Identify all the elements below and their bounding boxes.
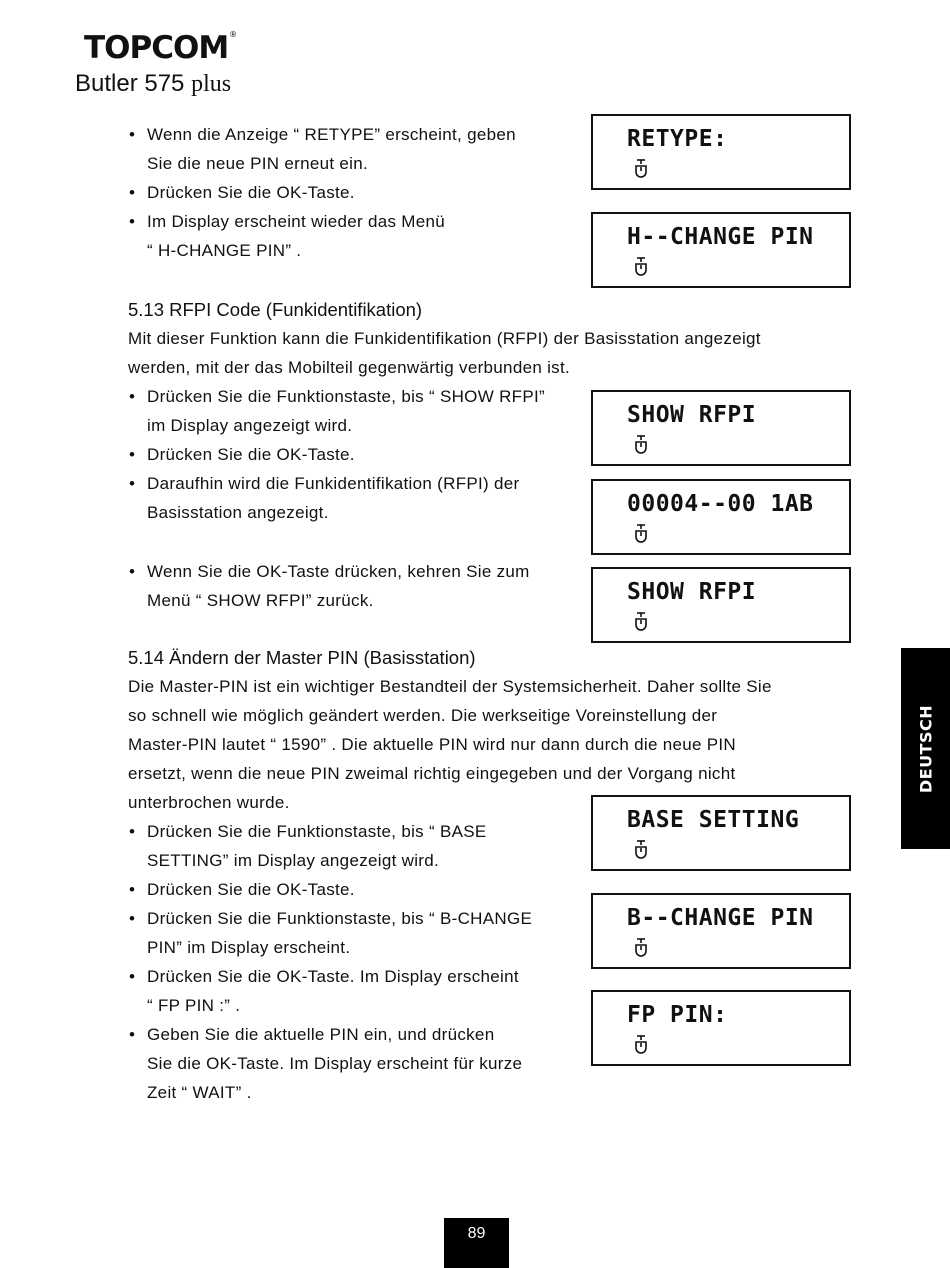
language-tab-label: DEUTSCH <box>916 704 935 793</box>
lcd-text: FP PIN: <box>627 1002 728 1028</box>
body-line: Drücken Sie die Funktionstaste, bis “ BASE <box>147 822 487 841</box>
lcd-display-retype <box>591 114 851 190</box>
bullet: • <box>129 445 135 464</box>
body-line: Drücken Sie die Funktionstaste, bis “ B-CHANGE <box>147 909 533 928</box>
body-line: Sie die OK-Taste. Im Display erscheint für kurze <box>147 1054 523 1073</box>
bullet: • <box>129 1025 135 1044</box>
bullet: • <box>129 183 135 202</box>
bullet: • <box>129 387 135 406</box>
body-line: im Display angezeigt wird. <box>147 416 353 435</box>
body-line: Im Display erscheint wieder das Menü <box>147 212 446 231</box>
section-heading-5-13: 5.13 RFPI Code (Funkidentifikation) <box>128 299 423 320</box>
body-line: Geben Sie die aktuelle PIN ein, und drücken <box>147 1025 495 1044</box>
body-line: Drücken Sie die Funktionstaste, bis “ SHOW RFPI” <box>147 387 545 406</box>
body-line: ersetzt, wenn die neue PIN zweimal richtig eingegeben und der Vorgang nicht <box>128 764 736 783</box>
lcd-display-h-change-pin <box>591 212 851 288</box>
model-title <box>75 70 231 98</box>
bullet: • <box>129 909 135 928</box>
handset-icon <box>633 523 649 543</box>
body-line: so schnell wie möglich geändert werden. Die werkseitige Voreinstellung der <box>128 706 718 725</box>
body-line: Die Master-PIN ist ein wichtiger Bestandteil der Systemsicherheit. Daher sollte Sie <box>128 677 772 696</box>
lcd-display-b-change-pin <box>591 893 851 969</box>
section-heading-5-14: 5.14 Ändern der Master PIN (Basisstation) <box>128 647 476 668</box>
model-suffix: plus <box>191 71 232 97</box>
registered-mark: ® <box>229 30 237 39</box>
handset-icon <box>633 937 649 957</box>
topcom-logo <box>84 30 236 66</box>
lcd-text: H--CHANGE PIN <box>627 224 814 250</box>
body-line: Master-PIN lautet “ 1590” . Die aktuelle PIN wird nur dann durch die neue PIN <box>128 735 736 754</box>
body-line: werden, mit der das Mobilteil gegenwärtig verbunden ist. <box>128 358 571 377</box>
lcd-text: SHOW RFPI <box>627 579 757 605</box>
body-line: Sie die neue PIN erneut ein. <box>147 154 369 173</box>
handset-icon <box>633 839 649 859</box>
handset-icon <box>633 256 649 276</box>
brand-name: TOPCOM <box>84 30 229 66</box>
body-line: Drücken Sie die OK-Taste. <box>147 880 355 899</box>
body-line: Menü “ SHOW RFPI” zurück. <box>147 591 374 610</box>
body-line: PIN” im Display erscheint. <box>147 938 351 957</box>
body-line: Drücken Sie die OK-Taste. <box>147 445 355 464</box>
bullet: • <box>129 125 135 144</box>
body-line: “ FP PIN :” . <box>147 996 241 1015</box>
body-line: “ H-CHANGE PIN” . <box>147 241 302 260</box>
bullet: • <box>129 212 135 231</box>
bullet: • <box>129 880 135 899</box>
lcd-text: BASE SETTING <box>627 807 800 833</box>
body-line: Wenn die Anzeige “ RETYPE” erscheint, geben <box>147 125 516 144</box>
lcd-text: SHOW RFPI <box>627 402 757 428</box>
body-line: unterbrochen wurde. <box>128 793 290 812</box>
bullet: • <box>129 822 135 841</box>
body-line: Mit dieser Funktion kann die Funkidentifikation (RFPI) der Basisstation angezeigt <box>128 329 761 348</box>
body-line: Basisstation angezeigt. <box>147 503 329 522</box>
bullet: • <box>129 562 135 581</box>
handset-icon <box>633 158 649 178</box>
lcd-display-rfpi-code <box>591 479 851 555</box>
language-tab <box>901 648 950 849</box>
body-line: Daraufhin wird die Funkidentifikation (RFPI) der <box>147 474 520 493</box>
bullet: • <box>129 474 135 493</box>
handset-icon <box>633 611 649 631</box>
bullet: • <box>129 967 135 986</box>
lcd-display-fp-pin <box>591 990 851 1066</box>
lcd-text: RETYPE: <box>627 126 728 152</box>
body-line: Zeit “ WAIT” . <box>147 1083 252 1102</box>
handset-icon <box>633 1034 649 1054</box>
page-number: 89 <box>444 1218 509 1268</box>
lcd-display-show-rfpi <box>591 390 851 466</box>
handset-icon <box>633 434 649 454</box>
body-line: Drücken Sie die OK-Taste. <box>147 183 355 202</box>
lcd-text: 00004--00 1AB <box>627 491 814 517</box>
body-line: SETTING” im Display angezeigt wird. <box>147 851 440 870</box>
body-line: Drücken Sie die OK-Taste. Im Display erscheint <box>147 967 519 986</box>
lcd-display-show-rfpi-return <box>591 567 851 643</box>
model-name: Butler 575 <box>75 70 185 97</box>
lcd-text: B--CHANGE PIN <box>627 905 814 931</box>
body-line: Wenn Sie die OK-Taste drücken, kehren Sie zum <box>147 562 530 581</box>
lcd-display-base-setting <box>591 795 851 871</box>
